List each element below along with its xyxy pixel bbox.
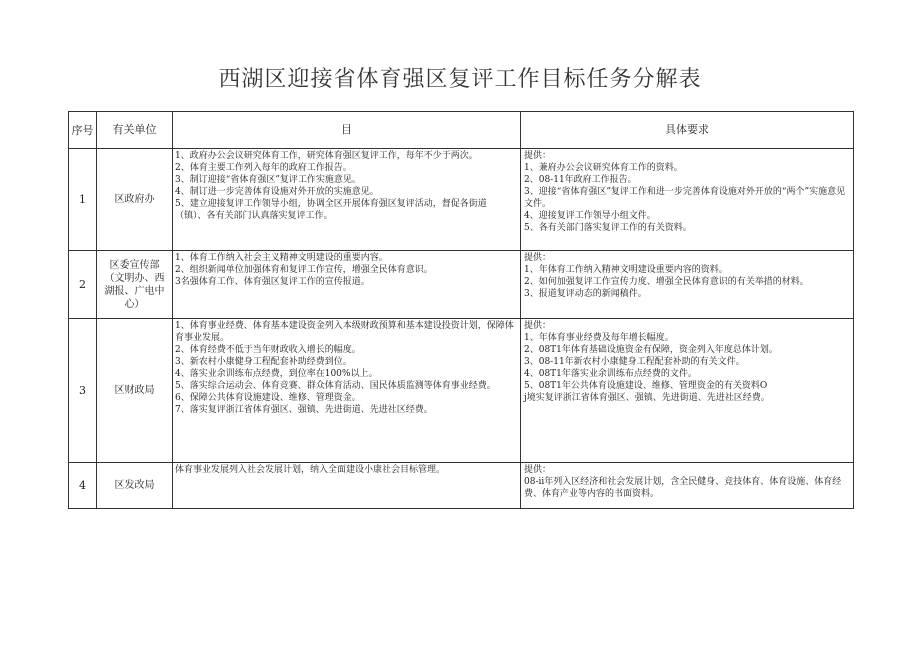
row-requirement-line: 4、迎接复评工作领导小组文件。 xyxy=(524,211,656,221)
row-unit: 区委宣传部（文明办、西湖报、广电中心） xyxy=(97,251,173,319)
row-target-line: 2、体育经费不低于当年财政收入增长的幅度。 xyxy=(175,345,361,355)
row-target-line: 2、体育主要工作列入每年的政府工作报告。 xyxy=(175,163,352,173)
row-seq: 2 xyxy=(69,251,97,319)
row-target xyxy=(173,319,521,463)
row-seq: 1 xyxy=(69,149,97,251)
task-table xyxy=(68,111,854,509)
row-requirement-line: 1、年体育事业经费及每年增长幅度。 xyxy=(524,333,674,343)
table-row xyxy=(69,149,854,251)
row-target-line: 4、落实业余训练布点经费，到位率在100%以上。 xyxy=(175,369,378,379)
row-target-line: 1、体育事业经费、体育基本建设资金列入本级财政预算和基本建设投资计划，保障体育事业发展。 xyxy=(175,321,514,343)
row-target-line: 3、制订迎接“省体育强区”复评工作实施意见。 xyxy=(175,175,361,185)
row-target-line: 体育事业发展列入社会发展计划，纳入全面建设小康社会目标管理。 xyxy=(175,465,446,475)
row-target-line: 1、体育工作纳入社会主义精神文明建设的重要内容。 xyxy=(175,253,388,263)
header-requirement: 具体要求 xyxy=(521,112,854,149)
row-unit: 区政府办 xyxy=(97,149,173,251)
row-seq: 3 xyxy=(69,319,97,463)
row-requirement-line: 2、如何加强复评工作宣传力度、增强全民体育意识的有关举措的材料。 xyxy=(524,277,809,287)
row-seq: 4 xyxy=(69,463,97,509)
page-title: 西湖区迎接省体育强区复评工作目标任务分解表 xyxy=(218,67,702,92)
row-requirement-line: 3、迎接“省体育强区”复评工作和进一步完善体育设施对外开放的“两个”实施意见文件。 xyxy=(524,187,846,209)
row-requirement-line: 3、08-11年新农村小康健身工程配套补助的有关文件。 xyxy=(524,357,745,367)
row-target xyxy=(173,463,521,509)
table-row xyxy=(69,463,854,509)
row-requirement-line: 2、08-11年政府工作报告。 xyxy=(524,175,637,185)
row-requirement-line: 提供： xyxy=(524,151,552,161)
row-requirement-line: 4、08T1年落实业余训练布点经费的文件。 xyxy=(524,369,697,379)
row-requirement xyxy=(521,149,854,251)
row-requirement-line: 5、08T1年公共体育设施建设、维修、管理资金的有关资料O xyxy=(524,381,768,391)
table-row xyxy=(69,251,854,319)
row-target xyxy=(173,251,521,319)
row-requirement-line: 08-ii年列入区经济和社会发展计划，含全民健身、竞技体育、体育设施、体育经费、体育产业等内容的书面资料。 xyxy=(524,477,842,499)
row-target-line: 5、建立迎接复评工作领导小组，协调全区开展体育强区复评活动，督促各街道（镇）、各有关部门认真落实复评工作。 xyxy=(175,199,487,221)
table-header-row xyxy=(69,112,854,149)
row-target xyxy=(173,149,521,251)
row-requirement-line: 2、08T1年体育基础设施资金有保障，资金列入年度总体计划。 xyxy=(524,345,778,355)
row-requirement xyxy=(521,319,854,463)
row-requirement-line: 1、年体育工作纳入精神文明建设重要内容的资料。 xyxy=(524,265,728,275)
row-target-line: 3名强体育工作、体育强区复评工作的宣传报道。 xyxy=(175,277,370,287)
row-unit: 区财政局 xyxy=(97,319,173,463)
table-row xyxy=(69,319,854,463)
row-target-line: 4、制订进一步完善体育设施对外开放的实施意见。 xyxy=(175,187,379,197)
row-unit: 区发改局 xyxy=(97,463,173,509)
row-target-line: 3、新农村小康健身工程配套补助经费到位。 xyxy=(175,357,352,367)
row-requirement-line: 1、兼府办公会议研究体育工作的资料。 xyxy=(524,163,683,173)
header-unit: 有关单位 xyxy=(97,112,173,149)
row-requirement-line: 提供： xyxy=(524,465,552,475)
row-requirement-line: 3、报道复评动态的新闻稿件。 xyxy=(524,289,647,299)
header-seq: 序号 xyxy=(69,112,97,149)
header-target: 目 xyxy=(173,112,521,149)
row-requirement-line: 提供： xyxy=(524,253,552,263)
row-target-line: 2、组织新闻单位加强体育和复评工作宣传，增强全民体育意识。 xyxy=(175,265,433,275)
row-target-line: 6、保障公共体育设施建设、维修、管理资金。 xyxy=(175,393,361,403)
row-target-line: 7、落实复评浙江省体育强区、强镇、先进街道、先进社区经费。 xyxy=(175,405,433,415)
row-requirement-line: 5、各有关部门落实复评工作的有关资料。 xyxy=(524,223,692,233)
row-requirement xyxy=(521,463,854,509)
row-target-line: 1、政府办公会议研究体育工作，研究体育强区复评工作，每年不少于两次。 xyxy=(175,151,478,161)
row-target-line: 5、落实综合运动会、体育竞赛、群众体育活动、国民体质监测等体育事业经费。 xyxy=(175,381,496,391)
row-requirement-line: j境实复评浙江省体育强区、强镇、先进街道、先进社区经费。 xyxy=(524,393,770,403)
row-requirement-line: 提供： xyxy=(524,321,552,331)
row-requirement xyxy=(521,251,854,319)
